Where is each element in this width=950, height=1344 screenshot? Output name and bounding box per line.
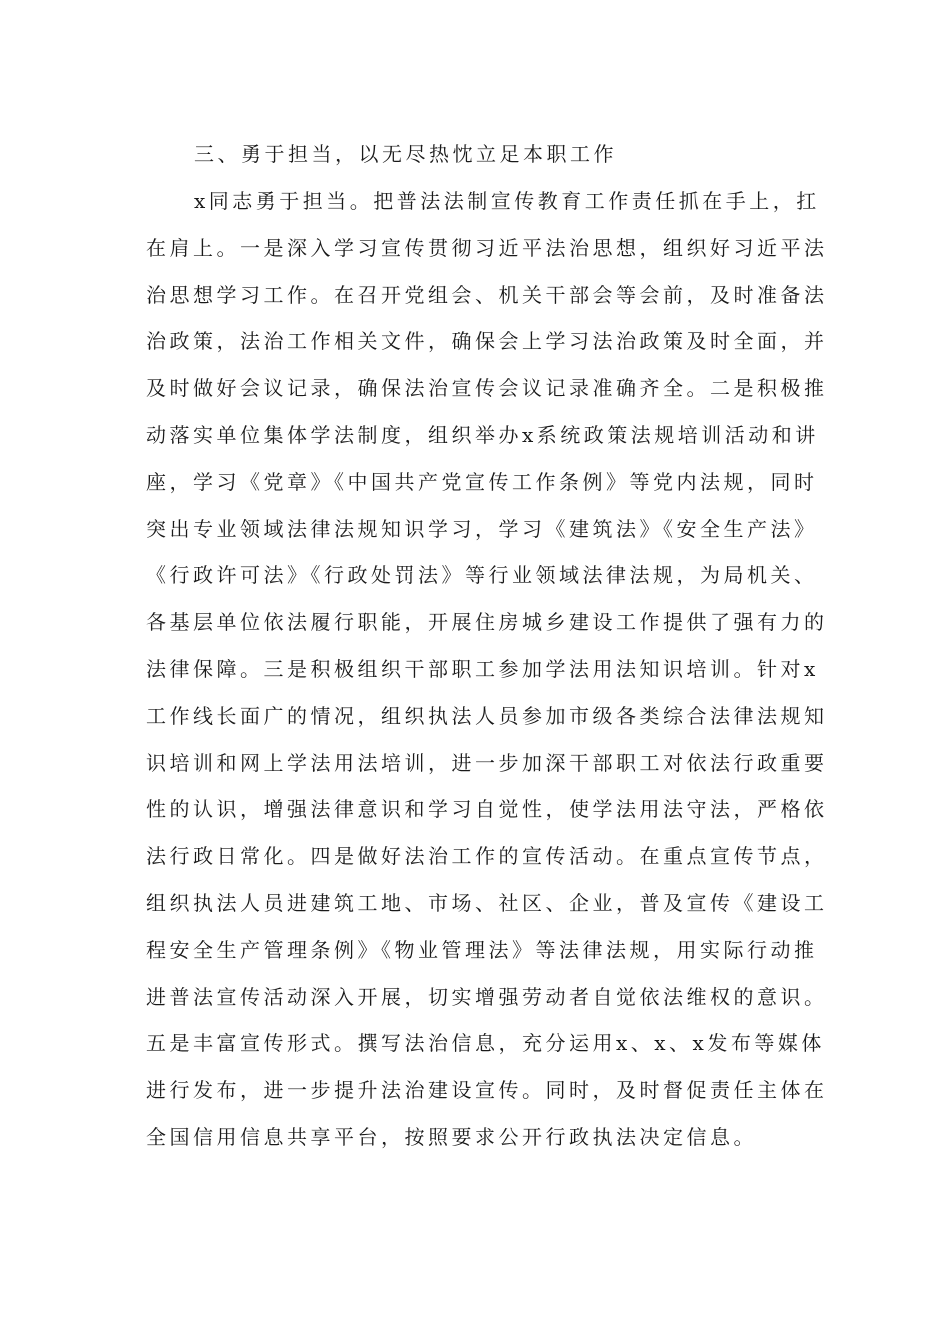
paragraph-line: 法律保障。三是积极组织干部职工参加学法用法知识培训。针对x bbox=[146, 656, 819, 681]
section-heading: 三、勇于担当，以无尽热忱立足本职工作 bbox=[194, 142, 617, 166]
paragraph-line: 各基层单位依法履行职能，开展住房城乡建设工作提供了强有力的 bbox=[146, 610, 828, 635]
paragraph-line: 治政策，法治工作相关文件，确保会上学习法治政策及时全面，并 bbox=[146, 329, 828, 354]
paragraph-line: 《行政许可法》《行政处罚法》等行业领域法律法规，为局机关、 bbox=[146, 563, 818, 588]
paragraph-line: 座，学习《党章》《中国共产党宣传工作条例》等党内法规，同时 bbox=[146, 469, 818, 494]
paragraph-line: 进行发布，进一步提升法治建设宣传。同时，及时督促责任主体在 bbox=[146, 1078, 828, 1103]
paragraph-line: 工作线长面广的情况，组织执法人员参加市级各类综合法律法规知 bbox=[146, 703, 828, 728]
paragraph-line: 组织执法人员进建筑工地、市场、社区、企业，普及宣传《建设工 bbox=[146, 890, 828, 915]
paragraph-line: 治思想学习工作。在召开党组会、机关干部会等会前，及时准备法 bbox=[146, 282, 828, 307]
paragraph-line: x同志勇于担当。把普法法制宣传教育工作责任抓在手上，扛 bbox=[194, 189, 820, 213]
body-paragraph bbox=[146, 181, 828, 1164]
paragraph-line: 五是丰富宣传形式。撰写法治信息，充分运用x、x、x发布等媒体 bbox=[146, 1031, 825, 1056]
paragraph-line: 进普法宣传活动深入开展，切实增强劳动者自觉依法维权的意识。 bbox=[146, 984, 828, 1009]
paragraph-line: 法行政日常化。四是做好法治工作的宣传活动。在重点宣传节点， bbox=[146, 844, 828, 869]
paragraph-line: 动落实单位集体学法制度，组织举办x系统政策法规培训活动和讲 bbox=[146, 422, 819, 447]
paragraph-line: 及时做好会议记录，确保法治宣传会议记录准确齐全。二是积极推 bbox=[146, 376, 828, 401]
paragraph-line: 程安全生产管理条例》《物业管理法》等法律法规，用实际行动推 bbox=[146, 937, 818, 962]
paragraph-line: 性的认识，增强法律意识和学习自觉性，使学法用法守法，严格依 bbox=[146, 797, 828, 822]
paragraph-line: 全国信用信息共享平台，按照要求公开行政执法决定信息。 bbox=[146, 1124, 757, 1149]
paragraph-line: 在肩上。一是深入学习宣传贯彻习近平法治思想，组织好习近平法 bbox=[146, 235, 828, 260]
paragraph-line: 识培训和网上学法用法培训，进一步加深干部职工对依法行政重要 bbox=[146, 750, 828, 775]
paragraph-line: 突出专业领域法律法规知识学习，学习《建筑法》《安全生产法》 bbox=[146, 516, 818, 541]
